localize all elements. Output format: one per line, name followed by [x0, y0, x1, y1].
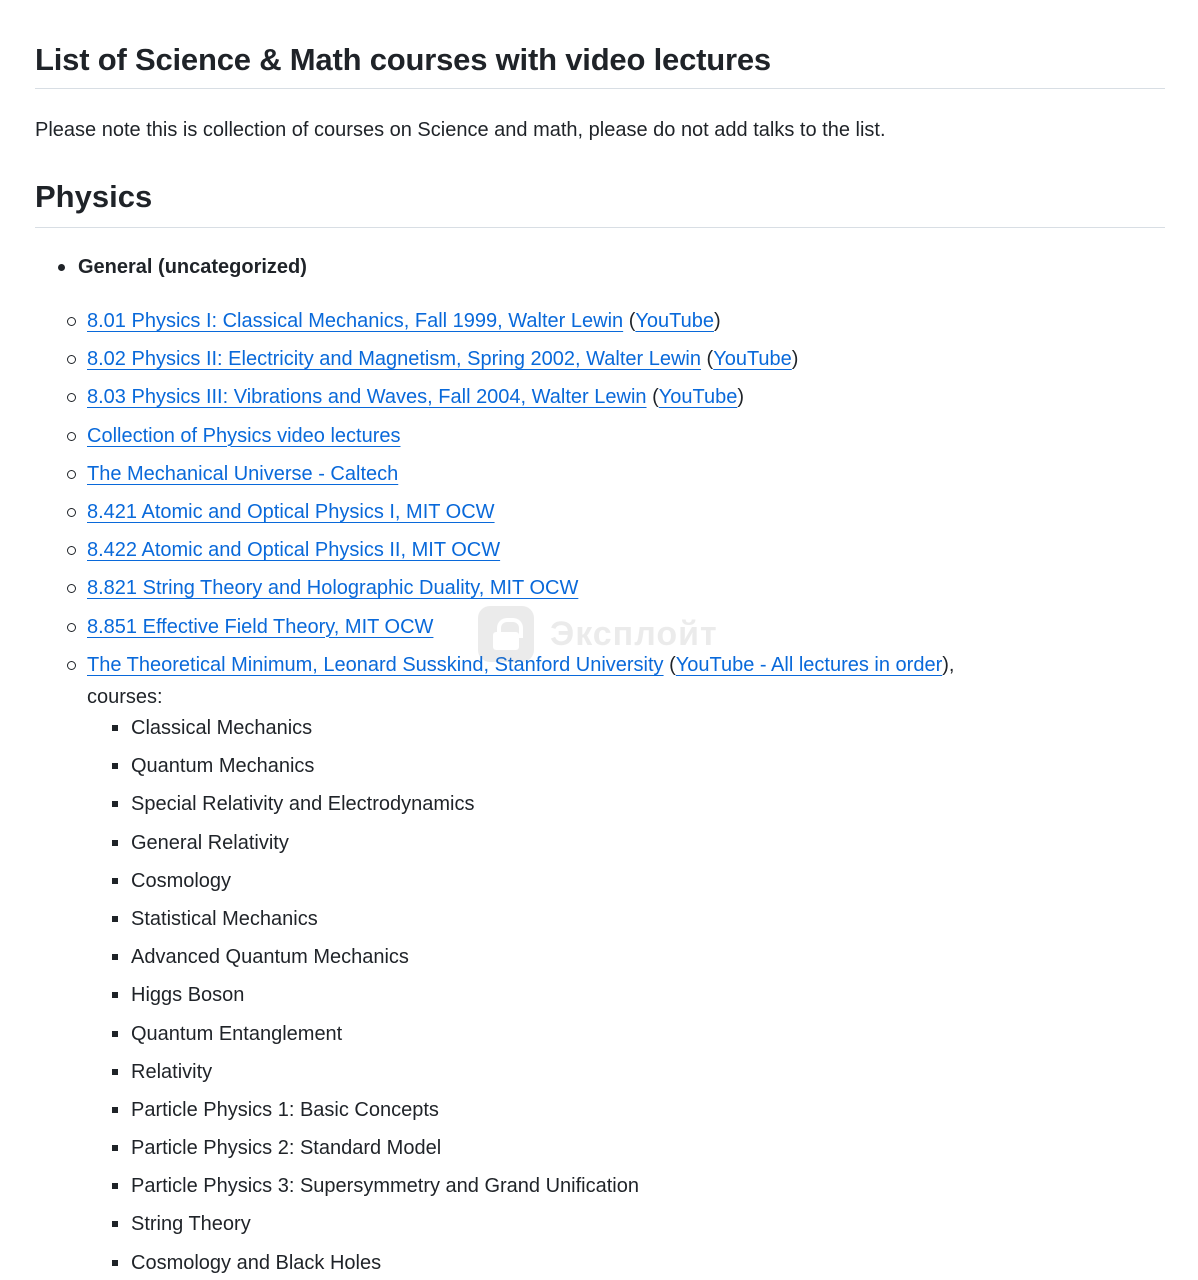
sub-course-item — [130, 981, 639, 1019]
sub-course-item — [130, 943, 639, 981]
youtube-link[interactable]: YouTube - All lectures in order — [675, 653, 943, 676]
bullet-square-icon — [112, 1183, 118, 1189]
intro-note: Please note this is collection of courses on Science and math, please do not add talks to the list. — [35, 119, 886, 141]
course-list-item — [87, 536, 1137, 574]
bullet-square-icon — [112, 725, 118, 731]
sub-course-item — [130, 1172, 639, 1210]
course-list-item — [87, 345, 1137, 383]
paren-open: ( — [663, 653, 676, 676]
course-list — [87, 307, 1137, 711]
bullet-square-icon — [112, 801, 118, 807]
course-link[interactable]: 8.02 Physics II: Electricity and Magnetism, Spring 2002, Walter Lewin — [87, 348, 701, 371]
course-list-item — [87, 613, 1137, 651]
bullet-circle-icon — [67, 661, 76, 670]
sub-course-item — [130, 1249, 639, 1280]
sub-course-label: Quantum Mechanics — [131, 755, 315, 778]
paren-close: ), — [942, 653, 955, 676]
sub-course-item — [130, 867, 639, 905]
bullet-square-icon — [112, 840, 118, 846]
sub-course-label: Special Relativity and Electrodynamics — [131, 793, 475, 816]
course-link[interactable]: The Theoretical Minimum, Leonard Susskind, Stanford University — [87, 653, 664, 676]
sub-course-label: Higgs Boson — [131, 984, 245, 1007]
course-list-item — [87, 307, 1137, 345]
sub-course-label: Cosmology and Black Holes — [131, 1251, 382, 1274]
section-heading-physics: Physics — [35, 179, 153, 214]
sub-course-label: Advanced Quantum Mechanics — [131, 946, 409, 969]
paren-open: ( — [700, 348, 714, 371]
bullet-circle-icon — [67, 432, 76, 441]
paren-open: ( — [623, 310, 636, 332]
bullet-circle-icon — [67, 546, 76, 555]
course-link[interactable]: 8.421 Atomic and Optical Physics I, MIT OCW — [87, 500, 495, 523]
sub-course-label: Particle Physics 2: Standard Model — [131, 1137, 442, 1160]
sub-course-label: Quantum Entanglement — [131, 1022, 343, 1045]
bullet-square-icon — [112, 1069, 118, 1075]
course-list-item — [87, 460, 1137, 498]
course-list-item — [87, 383, 1137, 421]
course-link[interactable]: 8.422 Atomic and Optical Physics II, MIT OCW — [87, 539, 501, 562]
course-link[interactable]: The Mechanical Universe - Caltech — [87, 462, 399, 485]
sub-course-item — [130, 1058, 639, 1096]
sub-course-item — [130, 1020, 639, 1058]
bullet-square-icon — [112, 1260, 118, 1266]
sub-course-item — [130, 829, 639, 867]
bullet-square-icon — [112, 992, 118, 998]
course-link[interactable]: 8.03 Physics III: Vibrations and Waves, Fall 2004, Walter Lewin — [87, 386, 647, 409]
bullet-square-icon — [112, 763, 118, 769]
course-link[interactable]: 8.821 String Theory and Holographic Duality, MIT OCW — [87, 577, 579, 600]
sub-course-item — [130, 1210, 639, 1248]
course-link[interactable]: 8.851 Effective Field Theory, MIT OCW — [87, 615, 434, 638]
course-list-item — [87, 574, 1137, 612]
bullet-square-icon — [112, 1107, 118, 1113]
sub-course-item — [130, 714, 639, 752]
paren-close: ) — [713, 310, 721, 332]
sub-course-item — [130, 1134, 639, 1172]
bullet-circle-icon — [67, 584, 76, 593]
sub-course-label: Cosmology — [131, 869, 232, 892]
bullet-circle-icon — [67, 393, 76, 402]
sub-course-label: General Relativity — [131, 831, 289, 854]
bullet-disc-icon — [58, 264, 65, 271]
course-link[interactable]: 8.01 Physics I: Classical Mechanics, Fall 1999, Walter Lewin — [87, 310, 624, 332]
category-general — [78, 253, 307, 281]
bullet-circle-icon — [67, 508, 76, 517]
category-label: General (uncategorized) — [78, 256, 307, 278]
bullet-square-icon — [112, 1031, 118, 1037]
theoretical-minimum-course-list — [130, 714, 639, 1280]
bullet-square-icon — [112, 916, 118, 922]
watermark-text: Эксплойт — [550, 614, 718, 653]
bullet-square-icon — [112, 954, 118, 960]
sub-course-label: Relativity — [131, 1060, 213, 1083]
sub-course-label: Statistical Mechanics — [131, 907, 318, 930]
title-divider — [35, 88, 1165, 89]
sub-course-item — [130, 1096, 639, 1134]
bullet-circle-icon — [67, 317, 76, 326]
course-list-item — [87, 422, 1137, 460]
sub-course-item — [130, 790, 639, 828]
sub-course-label: Classical Mechanics — [131, 717, 313, 739]
bullet-square-icon — [112, 878, 118, 884]
paren-open: ( — [646, 386, 659, 409]
bullet-circle-icon — [67, 355, 76, 364]
bullet-square-icon — [112, 1221, 118, 1227]
course-list-item — [87, 498, 1137, 536]
sub-course-label: String Theory — [131, 1213, 251, 1236]
paren-close: ) — [737, 386, 745, 409]
youtube-link[interactable]: YouTube — [713, 348, 792, 371]
sub-course-label: Particle Physics 3: Supersymmetry and Grand Unification — [131, 1175, 639, 1198]
paren-close: ) — [791, 348, 799, 371]
bullet-square-icon — [112, 1145, 118, 1151]
youtube-link[interactable]: YouTube — [658, 386, 738, 409]
youtube-link[interactable]: YouTube — [635, 310, 714, 332]
course-list-item — [87, 651, 1137, 711]
sub-course-item — [130, 752, 639, 790]
sub-course-item — [130, 905, 639, 943]
sub-course-label: Particle Physics 1: Basic Concepts — [131, 1098, 439, 1121]
courses-label: courses: — [87, 685, 163, 708]
bullet-circle-icon — [67, 623, 76, 632]
bullet-circle-icon — [67, 470, 76, 479]
page-title: List of Science & Math courses with video lectures — [35, 42, 771, 77]
course-link[interactable]: Collection of Physics video lectures — [87, 424, 401, 447]
section-divider — [35, 227, 1165, 228]
